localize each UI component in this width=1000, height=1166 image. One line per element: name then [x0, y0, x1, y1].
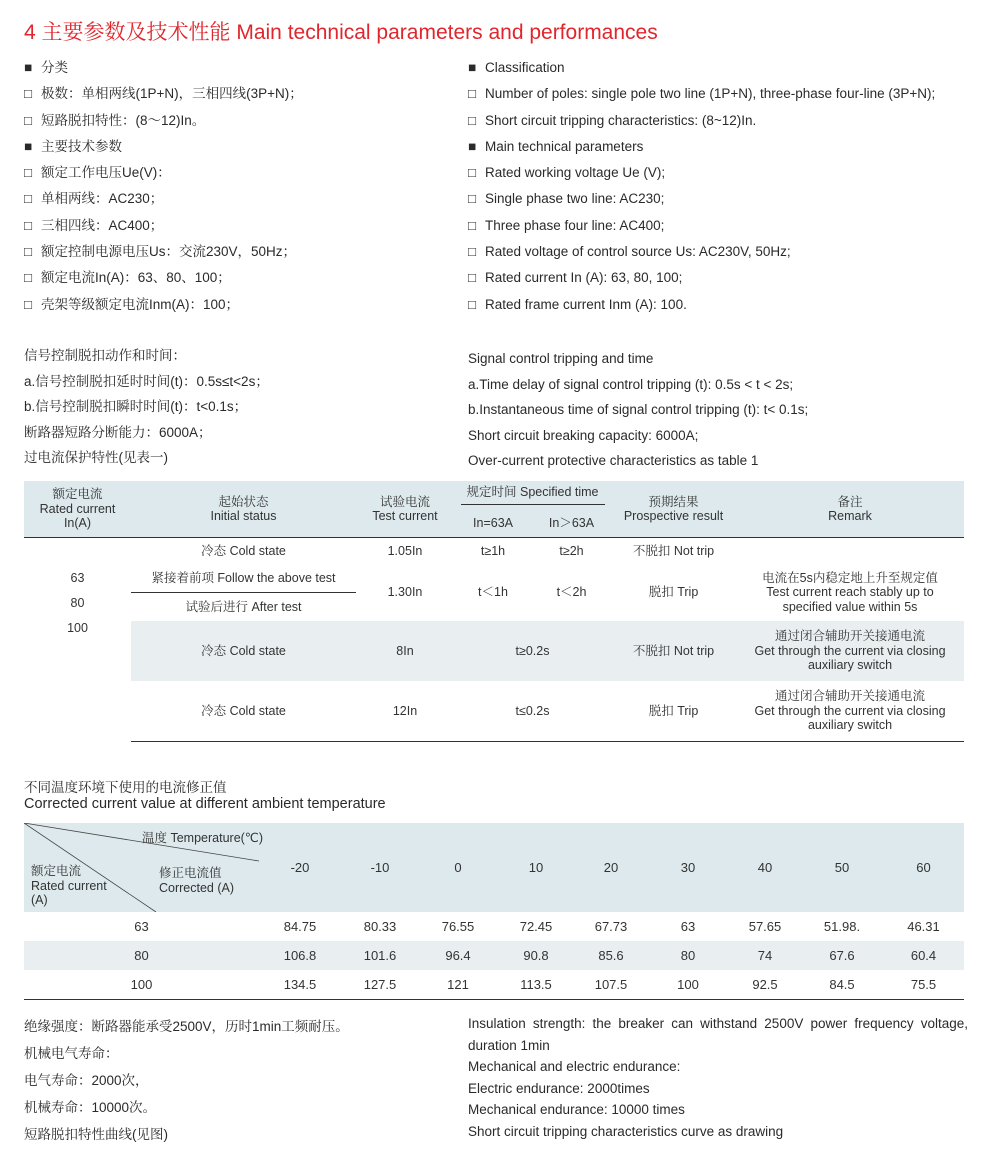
cell-value: 74 [729, 941, 801, 970]
temp-col-header: -10 [341, 823, 419, 912]
param-text: 单相两线：AC230； [41, 191, 164, 207]
cell-value: 92.5 [729, 970, 801, 1000]
temp-col-header: 60 [883, 823, 964, 912]
note-line: 机械电气寿命： [24, 1046, 119, 1061]
note-line: 机械寿命：10000次。 [24, 1100, 157, 1115]
cell-value: 63 [680, 919, 696, 934]
section-title-cn: 不同温度环境下使用的电流修正值 [24, 780, 227, 795]
table-row [24, 681, 964, 742]
param-text: Classification [485, 60, 565, 75]
param-line [24, 134, 494, 160]
cell-text: 紧接着前项 Follow the above test [131, 564, 356, 593]
header-text: 预期结果 [648, 494, 699, 509]
cell-value: 51.98. [823, 919, 861, 934]
param-text: 极数：单相两线(1P+N)，三相四线(3P+N)； [41, 86, 303, 102]
header-text: 起始状态 [218, 494, 269, 509]
param-line [24, 186, 494, 212]
temp-col-header: 20 [575, 823, 647, 912]
header-text: 额定电流 [52, 487, 103, 502]
table-row [24, 538, 964, 565]
param-line [24, 108, 494, 134]
param-text: Rated current In (A): 63, 80, 100; [485, 270, 683, 286]
param-text: Single phase two line: AC230; [485, 191, 665, 207]
section-title-en: Corrected current value at different ambient temperature [24, 796, 386, 812]
signal-cn [24, 343, 494, 471]
param-line [24, 81, 494, 107]
cell-text: specified value within 5s [782, 599, 918, 614]
signal-en [468, 346, 978, 474]
cell-value: 80.33 [363, 919, 397, 934]
cell-text: 试验后进行 After test [185, 600, 302, 614]
param-line [468, 239, 978, 265]
signal-line: a.Time delay of signal control tripping (t): 0.5s < t < 2s; [468, 376, 794, 392]
cell-text: auxiliary switch [807, 718, 893, 733]
checkbox-marker: □ [468, 86, 477, 102]
table-row [24, 970, 964, 1000]
param-line [468, 186, 978, 212]
header-rated-current [24, 481, 131, 538]
cell-rated: 100 [24, 970, 259, 1000]
header-time-63: In=63A [454, 509, 532, 538]
cell-text: Get through the current via closing [754, 643, 946, 658]
cell-value: 101.6 [341, 941, 419, 970]
cell-value: 96.4 [419, 941, 497, 970]
bullet-marker: ■ [468, 60, 477, 75]
bullet-marker: ■ [468, 138, 477, 154]
header-text: 备注 [837, 494, 863, 509]
header-text: Initial status [210, 509, 277, 523]
header-time-over-63: In＞63A [532, 509, 611, 538]
table-row [24, 564, 964, 621]
checkbox-marker: □ [24, 244, 33, 260]
cell-result: 不脱扣 Not trip [611, 621, 736, 681]
header-text: In(A) [63, 516, 92, 531]
param-line [24, 292, 494, 318]
note-line: Electric endurance: 2000times [468, 1080, 650, 1096]
cell-text: 通过闭合辅助开关接通电流 [775, 689, 926, 704]
cell-state: 冷态 Cold state [131, 681, 356, 742]
bullet-marker: ■ [24, 138, 33, 154]
param-text: 壳架等级额定电流Inm(A)：100； [41, 296, 240, 312]
cell-value: 107.5 [575, 970, 647, 1000]
cell-value: 84.75 [283, 919, 317, 934]
param-text: Rated frame current Inm (A): 100. [485, 296, 687, 312]
cell-value: 134.5 [259, 970, 341, 1000]
cell-value: 60.4 [883, 941, 964, 970]
cell-value: 80 [647, 941, 729, 970]
cell-value: 75.5 [883, 970, 964, 1000]
cell-time-a: t≥1h [454, 538, 532, 565]
cell-value: 46.31 [907, 919, 940, 934]
signal-line: a.信号控制脱扣延时时间(t)：0.5s≤t<2s； [24, 373, 269, 389]
header-text: Test current [372, 509, 438, 523]
cell-result: 不脱扣 Not trip [611, 538, 736, 565]
checkbox-marker: □ [468, 165, 477, 181]
signal-line: 断路器短路分断能力：6000A； [24, 424, 212, 440]
checkbox-marker: □ [468, 270, 477, 286]
header-text: 规定时间 Specified time [461, 485, 605, 505]
corner-text: Corrected (A) [159, 880, 235, 895]
temp-col-header: -20 [259, 823, 341, 912]
note-line: 短路脱扣特性曲线(见图) [24, 1127, 168, 1142]
header-prospective-result [611, 481, 736, 538]
note-line: 电气寿命：2000次， [24, 1073, 149, 1088]
param-text: 主要技术参数 [41, 138, 122, 154]
param-text: Main technical parameters [485, 138, 644, 154]
cell-current: 1.30In [387, 585, 423, 600]
cell-state [131, 564, 356, 621]
cell-remark [736, 538, 964, 565]
note-insulation: Insulation strength: the breaker can withstand 2500V power frequency voltage, duration 1min [468, 1016, 968, 1053]
header-text: Rated current [39, 501, 116, 516]
cell-time-b: t≥2h [532, 538, 611, 565]
param-line [24, 55, 494, 81]
cell-result: 脱扣 Trip [648, 585, 699, 600]
param-line [468, 265, 978, 291]
checkbox-marker: □ [24, 217, 33, 233]
cell-state: 冷态 Cold state [131, 621, 356, 681]
checkbox-marker: □ [24, 86, 33, 102]
corner-corrected-label [159, 866, 234, 895]
note-line: Mechanical endurance: 10000 times [468, 1102, 685, 1117]
temp-col-header: 40 [729, 823, 801, 912]
cell-value: 90.8 [497, 941, 575, 970]
param-line [468, 292, 978, 318]
param-line [468, 213, 978, 239]
cell-remark [736, 621, 964, 681]
cell-text: auxiliary switch [807, 658, 893, 673]
cell-rated: 80 [24, 941, 259, 970]
corner-text: (A) [31, 893, 48, 907]
note-line: 绝缘强度：断路器能承受2500V，历时1min工频耐压。 [24, 1019, 349, 1034]
param-line [468, 160, 978, 186]
cell-remark [736, 564, 964, 621]
temp-col-header: 10 [497, 823, 575, 912]
signal-line: Over-current protective characteristics as table 1 [468, 453, 759, 468]
param-text: Three phase four line: AC400; [485, 217, 665, 233]
header-specified-time [454, 481, 611, 509]
param-text: Short circuit tripping characteristics: (8~12)In. [485, 112, 757, 128]
checkbox-marker: □ [468, 244, 477, 260]
checkbox-marker: □ [468, 191, 477, 207]
signal-line: 过电流保护特性(见表一) [24, 450, 168, 465]
corner-rated-label [31, 864, 107, 908]
page-title: 4 主要参数及技术性能 Main technical parameters and performances [24, 21, 658, 44]
cell-value: 121 [419, 970, 497, 1000]
table-row [24, 912, 964, 941]
cell-rated: 63 [134, 919, 149, 934]
header-text: Prospective result [623, 509, 724, 523]
header-text: Remark [828, 509, 872, 523]
header-initial-status [131, 481, 356, 538]
cell-current: 1.05In [356, 538, 454, 565]
table-header-row [24, 481, 964, 509]
overcurrent-table [24, 481, 964, 742]
param-text: 短路脱扣特性：(8～12)In。 [41, 112, 206, 128]
cell-text: 通过闭合辅助开关接通电流 [775, 629, 926, 644]
temp-col-header: 0 [419, 823, 497, 912]
param-line [24, 239, 494, 265]
param-text: 分类 [41, 60, 68, 75]
rated-current-values [24, 538, 131, 742]
checkbox-marker: □ [24, 270, 33, 286]
cell-value: 100 [647, 970, 729, 1000]
signal-line: 信号控制脱扣动作和时间： [24, 348, 186, 363]
corner-text: Rated current [31, 878, 107, 893]
checkbox-marker: □ [24, 191, 33, 207]
params-cn [24, 55, 494, 318]
param-text: Number of poles: single pole two line (1P+N), three-phase four-line (3P+N); [485, 86, 936, 102]
cell-value: 127.5 [341, 970, 419, 1000]
header-text: 试验电流 [379, 494, 430, 509]
cell-text: 63 [70, 571, 85, 585]
param-text: 额定电流In(A)：63、80、100； [41, 270, 231, 286]
param-line [24, 213, 494, 239]
param-line [468, 134, 978, 160]
checkbox-marker: □ [468, 217, 477, 233]
param-text: Rated voltage of control source Us: AC230V, 50Hz; [485, 244, 791, 260]
param-line [468, 108, 978, 134]
cell-time: t≥0.2s [454, 621, 611, 681]
cell-result: 脱扣 Trip [611, 681, 736, 742]
header-test-current [356, 481, 454, 538]
cell-remark [736, 681, 964, 742]
param-text: 额定控制电源电压Us：交流230V，50Hz； [41, 244, 297, 260]
cell-value: 67.6 [801, 941, 883, 970]
cell-value: 113.5 [497, 970, 575, 1000]
cell-value: 67.73 [594, 919, 628, 934]
cell-value: 106.8 [259, 941, 341, 970]
checkbox-marker: □ [468, 296, 477, 312]
cell-value: 72.45 [519, 919, 553, 934]
param-text: Rated working voltage Ue (V); [485, 165, 666, 181]
signal-line: b.信号控制脱扣瞬时时间(t)：t<0.1s； [24, 399, 248, 414]
cell-text: Test current reach stably up to [766, 585, 934, 600]
header-remark [736, 481, 964, 538]
temp-header-row [24, 823, 964, 912]
checkbox-marker: □ [24, 165, 33, 181]
corner-temperature-label: 温度 Temperature(℃) [142, 831, 264, 845]
cell-time-b: t＜2h [556, 585, 587, 600]
cell-value: 76.55 [441, 919, 475, 934]
temperature-table [24, 823, 964, 1000]
endurance-cn [24, 1013, 349, 1148]
param-text: 额定工作电压Ue(V)： [41, 165, 171, 181]
cell-current: 12In [356, 681, 454, 742]
endurance-en [468, 1013, 968, 1142]
param-line [468, 55, 978, 81]
cell-text: 80 [70, 596, 85, 610]
table-row [24, 941, 964, 970]
signal-line: b.Instantaneous time of signal control tripping (t): t< 0.1s; [468, 402, 809, 417]
note-line: Short circuit tripping characteristics curve as drawing [468, 1123, 784, 1139]
param-line [24, 160, 494, 186]
cell-text: 电流在5s内稳定地上升至规定值 [762, 570, 938, 585]
cell-value: 85.6 [575, 941, 647, 970]
signal-line: Signal control tripping and time [468, 351, 654, 366]
cell-text: 100 [67, 621, 88, 635]
temp-section-title [24, 779, 386, 813]
checkbox-marker: □ [24, 112, 33, 128]
checkbox-marker: □ [24, 296, 33, 312]
cell-time-a: t＜1h [478, 585, 508, 600]
corner-text: 修正电流值 [159, 866, 222, 880]
corner-text: 额定电流 [31, 864, 82, 878]
param-text: 三相四线：AC400； [41, 217, 164, 233]
checkbox-marker: □ [468, 112, 477, 128]
cell-value: 84.5 [801, 970, 883, 1000]
cell-time: t≤0.2s [454, 681, 611, 742]
note-line: Mechanical and electric endurance: [468, 1059, 681, 1074]
param-line [24, 265, 494, 291]
cell-value: 57.65 [748, 919, 782, 934]
table-row [24, 621, 964, 681]
signal-line: Short circuit breaking capacity: 6000A; [468, 427, 699, 443]
temp-col-header: 50 [801, 823, 883, 912]
cell-state: 冷态 Cold state [131, 538, 356, 565]
corner-header [24, 823, 264, 912]
params-en [468, 55, 978, 318]
cell-text: Get through the current via closing [754, 703, 946, 718]
temp-col-header: 30 [647, 823, 729, 912]
bullet-marker: ■ [24, 60, 33, 75]
cell-current: 8In [356, 621, 454, 681]
param-line [468, 81, 978, 107]
